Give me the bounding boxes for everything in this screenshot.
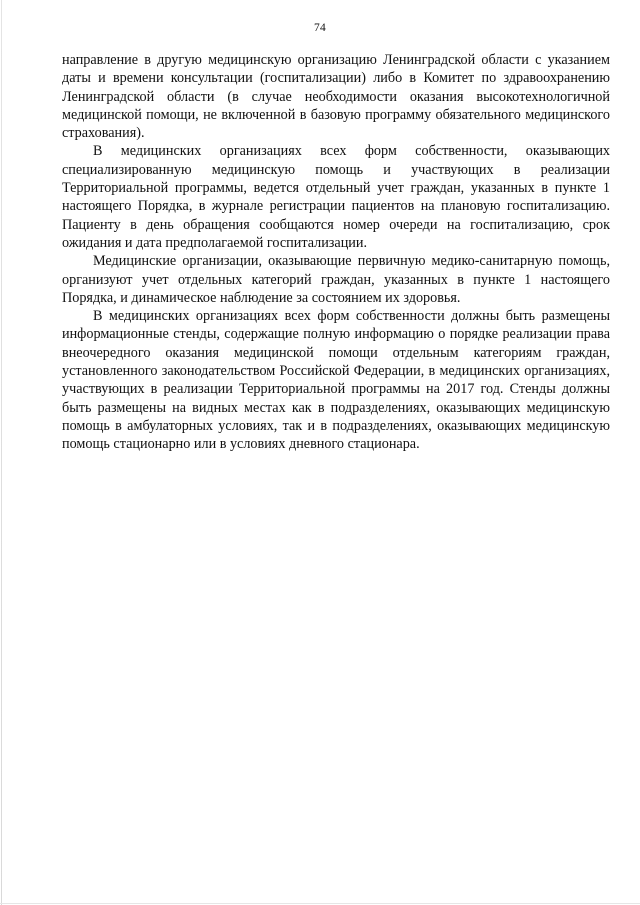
page-number: 74 <box>313 22 327 34</box>
paragraph-primary-care: Медицинские организации, оказывающие первичную медико-санитарную помощь, организуют учет отдельных категорий граждан, указанных в пункте 1 настоящего Порядка, и динамическое наблюдение за состоянием их здоровья. <box>62 253 610 306</box>
paragraph-info-stands: В медицинских организациях всех форм собственности должны быть размещены информационные стенды, содержащие полную информацию о порядке реализации права внеочередного оказания медицинской помощи отдельным категориям граждан, установленного законодательством Российской Федерации, в медицинских организациях, участвующих в реализации Территориальной программы на 2017 год. Стенды должны быть размещены на видных местах как в подразделениях, оказывающих медицинскую помощь в амбулаторных условиях, так и в подразделениях, оказывающих медицинскую помощь стационарно или в условиях дневного стационара. <box>62 308 610 453</box>
scan-edge-left <box>1 0 2 905</box>
paragraph-registration: В медицинских организациях всех форм собственности, оказывающих специализированную медицинскую помощь и участвующих в реализации Территориальной программы, ведется отдельный учет граждан, указанных в пункте 1 настоящего Порядка, в журнале регистрации пациентов на плановую госпитализацию. Пациенту в день обращения сообщаются номер очереди на госпитализацию, срок ожидания и дата предполагаемой госпитализации. <box>62 143 610 251</box>
paragraph-continuation: направление в другую медицинскую организацию Ленинградской области с указанием даты и времени консультации (госпитализации) либо в Комитет по здравоохранению Ленинградской области (в случае необходимости оказания высокотехнологичной медицинской помощи, не включенной в базовую программу обязательного медицинского страхования). <box>62 52 610 142</box>
scan-edge-bottom <box>0 903 640 904</box>
document-body <box>62 51 610 454</box>
